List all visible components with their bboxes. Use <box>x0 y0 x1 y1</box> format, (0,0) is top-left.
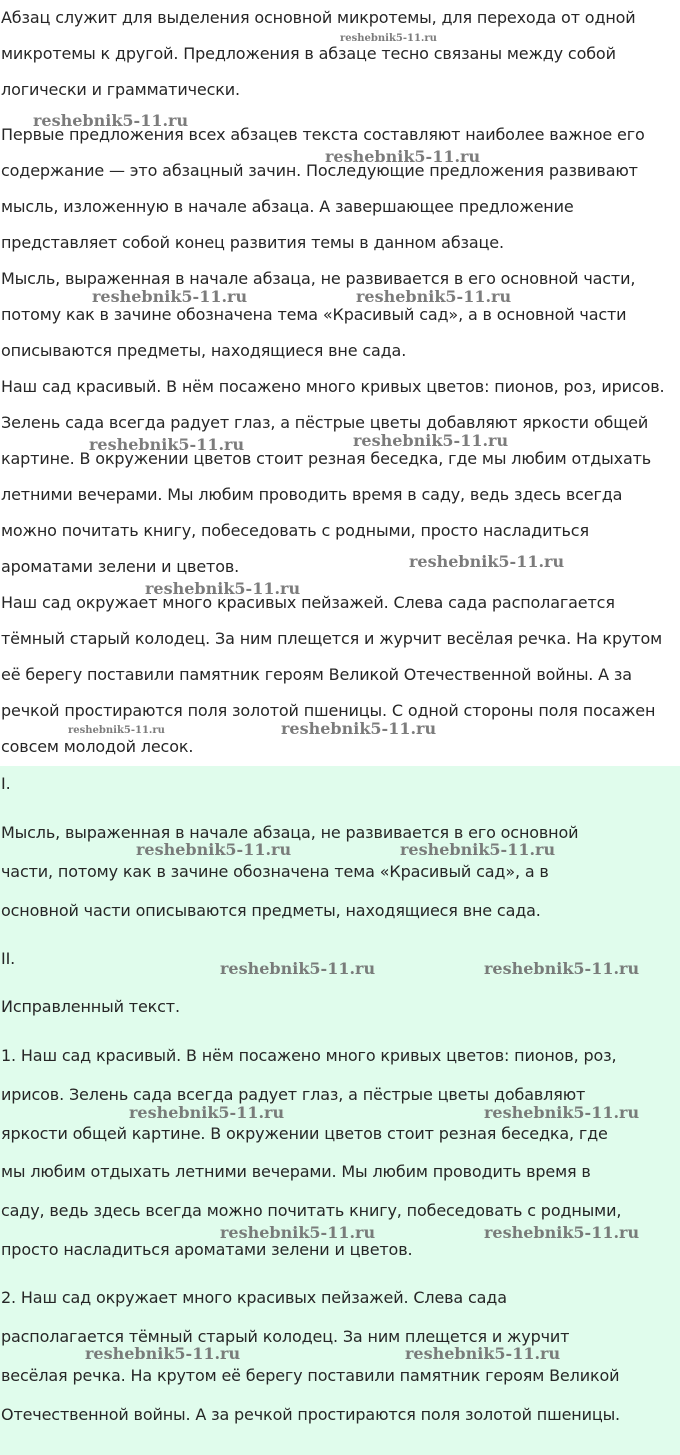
watermark: reshebnik5-11.ru <box>89 435 245 454</box>
watermark: reshebnik5-11.ru <box>220 1223 376 1242</box>
answer-line: 2. Наш сад окружает много красивых пейзажей. Слева сада <box>1 1288 507 1307</box>
task-line: речкой простираются поля золотой пшеницы. С одной стороны поля посажен <box>1 701 656 720</box>
task-line: тёмный старый колодец. За ним плещется и журчит весёлая речка. На крутом <box>1 629 663 648</box>
task-line: мысль, изложенную в начале абзаца. А завершающее предложение <box>1 197 574 216</box>
watermark: reshebnik5-11.ru <box>281 719 437 738</box>
task-line: ароматами зелени и цветов. <box>1 557 240 576</box>
watermark: reshebnik5-11.ru <box>33 111 189 130</box>
answer-line: располагается тёмный старый колодец. За ним плещется и журчит <box>1 1327 570 1346</box>
task-line: содержание — это абзацный зачин. Последующие предложения развивают <box>1 161 638 180</box>
answer-line: яркости общей картине. В окружении цветов стоит резная беседка, где <box>1 1124 608 1143</box>
watermark: reshebnik5-11.ru <box>484 959 640 978</box>
task-line: её берегу поставили памятник героям Великой Отечественной войны. А за <box>1 665 632 684</box>
task-line: представляет собой конец развития темы в данном абзаце. <box>1 233 504 252</box>
answer-line: весёлая речка. На крутом её берегу поставили памятник героям Великой <box>1 1366 620 1385</box>
task-line: Наш сад окружает много красивых пейзажей. Слева сада располагается <box>1 593 615 612</box>
task-line: Наш сад красивый. В нём посажено много кривых цветов: пионов, роз, ирисов. <box>1 377 665 396</box>
watermark: reshebnik5-11.ru <box>484 1223 640 1242</box>
task-line: Первые предложения всех абзацев текста составляют наиболее важное его <box>1 125 645 144</box>
watermark: reshebnik5-11.ru <box>129 1103 285 1122</box>
answer-line: просто насладиться ароматами зелени и цветов. <box>1 1240 413 1259</box>
answer-line: I. <box>1 774 11 793</box>
watermark: reshebnik5-11.ru <box>68 725 165 736</box>
answer-line: II. <box>1 949 16 968</box>
answer-line: мы любим отдыхать летними вечерами. Мы любим проводить время в <box>1 1162 591 1181</box>
task-line: описываются предметы, находящиеся вне сада. <box>1 341 407 360</box>
answer-line: основной части описываются предметы, находящиеся вне сада. <box>1 901 541 920</box>
watermark: reshebnik5-11.ru <box>340 33 437 44</box>
answer-line: части, потому как в зачине обозначена тема «Красивый сад», а в <box>1 862 549 881</box>
watermark: reshebnik5-11.ru <box>145 579 301 598</box>
watermark: reshebnik5-11.ru <box>136 840 292 859</box>
task-line: Мысль, выраженная в начале абзаца, не развивается в его основной части, <box>1 269 636 288</box>
answer-line: 1. Наш сад красивый. В нём посажено много кривых цветов: пионов, роз, <box>1 1046 617 1065</box>
task-line: микротемы к другой. Предложения в абзаце тесно связаны между собой <box>1 44 616 63</box>
task-line: потому как в зачине обозначена тема «Красивый сад», а в основной части <box>1 305 627 324</box>
watermark: reshebnik5-11.ru <box>220 959 376 978</box>
answer-line: Мысль, выраженная в начале абзаца, не развивается в его основной <box>1 823 579 842</box>
task-line: летними вечерами. Мы любим проводить время в саду, ведь здесь всегда <box>1 485 623 504</box>
watermark: reshebnik5-11.ru <box>325 147 481 166</box>
watermark: reshebnik5-11.ru <box>85 1344 241 1363</box>
watermark: reshebnik5-11.ru <box>484 1103 640 1122</box>
watermark: reshebnik5-11.ru <box>400 840 556 859</box>
task-line: Зелень сада всегда радует глаз, а пёстрые цветы добавляют яркости общей <box>1 413 649 432</box>
watermark: reshebnik5-11.ru <box>353 431 509 450</box>
watermark: reshebnik5-11.ru <box>356 287 512 306</box>
task-line: картине. В окружении цветов стоит резная беседка, где мы любим отдыхать <box>1 449 652 468</box>
answer-line: ирисов. Зелень сада всегда радует глаз, а пёстрые цветы добавляют <box>1 1085 586 1104</box>
answer-line: саду, ведь здесь всегда можно почитать книгу, побеседовать с родными, <box>1 1201 622 1220</box>
task-line: Абзац служит для выделения основной микротемы, для перехода от одной <box>1 8 636 27</box>
watermark: reshebnik5-11.ru <box>409 552 565 571</box>
task-line: логически и грамматически. <box>1 80 240 99</box>
answer-line: Отечественной войны. А за речкой простираются поля золотой пшеницы. <box>1 1405 620 1424</box>
task-line: можно почитать книгу, побеседовать с родными, просто насладиться <box>1 521 589 540</box>
task-line: совсем молодой лесок. <box>1 737 194 756</box>
watermark: reshebnik5-11.ru <box>92 287 248 306</box>
watermark: reshebnik5-11.ru <box>405 1344 561 1363</box>
answer-line: Исправленный текст. <box>1 997 180 1016</box>
